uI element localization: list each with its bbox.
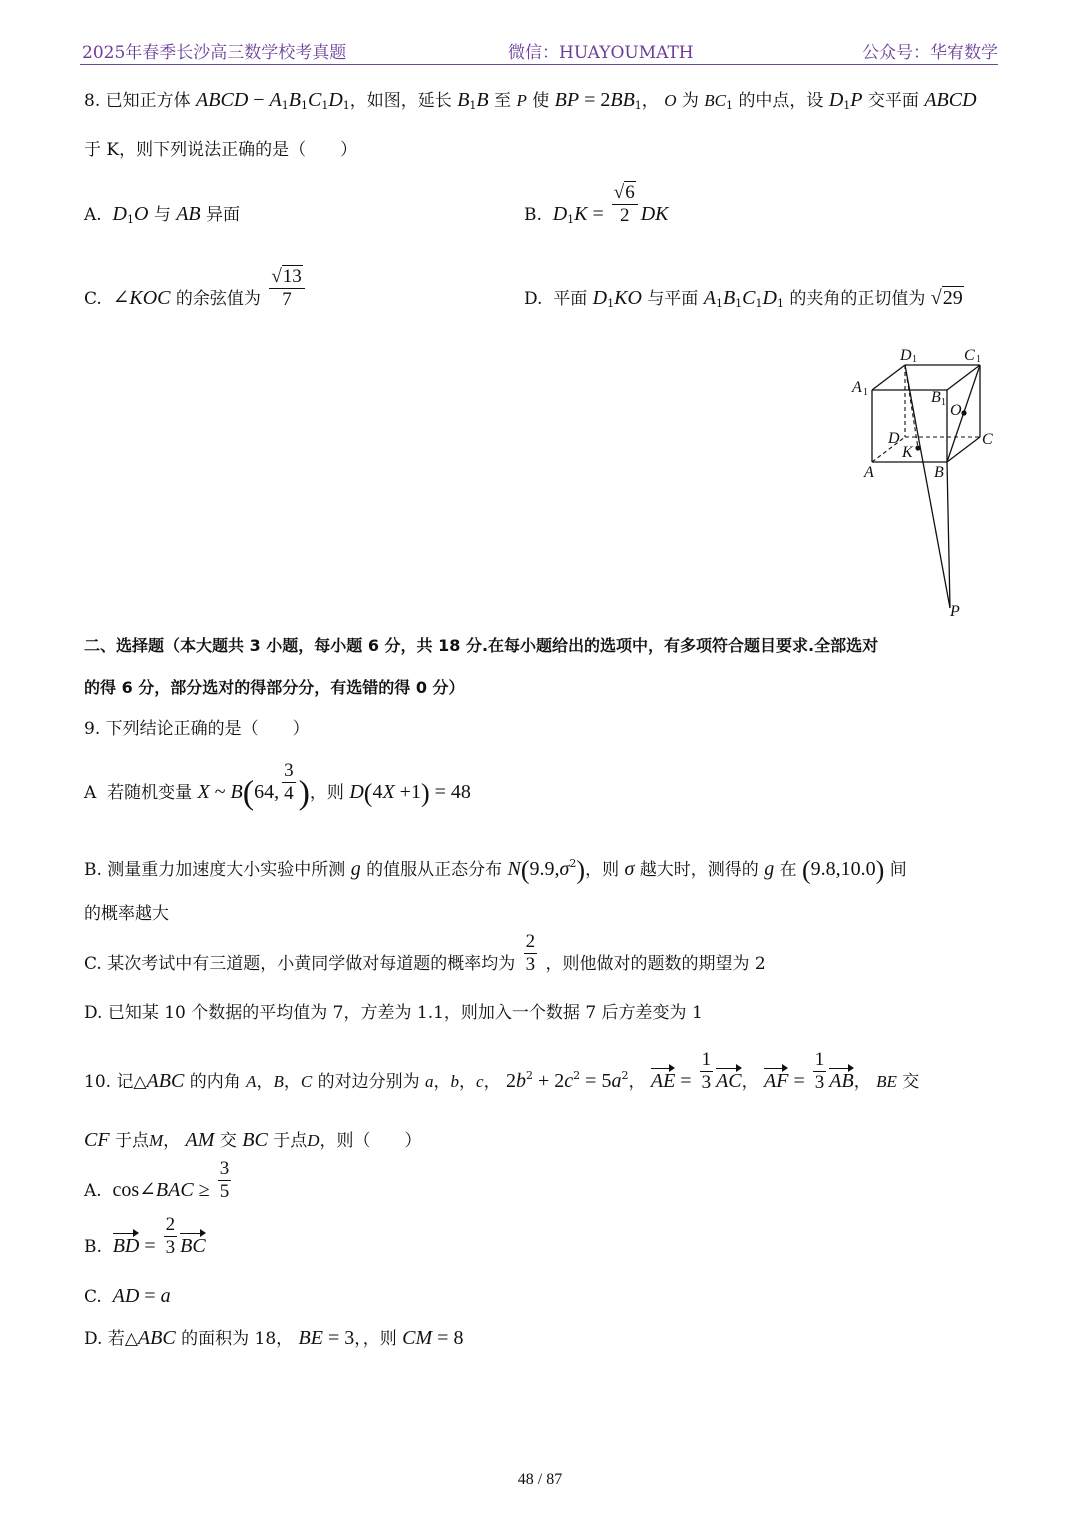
page-header xyxy=(80,34,998,65)
svg-text:1: 1 xyxy=(976,354,981,365)
point-o xyxy=(961,410,966,415)
header-wechat: 微信：HUAYOUMATH xyxy=(508,43,694,63)
label-o: O xyxy=(950,402,962,419)
label-b: B xyxy=(934,464,944,481)
label-p: P xyxy=(950,603,960,620)
q8-stem-line2: 于 K，则下列说法正确的是（ ） xyxy=(84,140,358,160)
q10-option-d: D. 若△ABC 的面积为 18， BE = 3，，则 CM = 8 xyxy=(84,1327,464,1349)
header-account: 公众号：华宥数学 xyxy=(862,43,998,63)
q8-option-b: B. $D_1K$ = $\frac{√6}{2}$ DK xyxy=(524,182,669,226)
page-number: 48 / 87 xyxy=(517,1471,563,1488)
q9-option-b-line2: 的概率越大 xyxy=(84,904,169,924)
q9-option-a: A 若随机变量 X ~ B(64, $\frac{3}{4}$ )，则 D(4X +1) = 48 xyxy=(84,760,471,812)
header-left-title: 2025年春季长沙高三数学校考真题 xyxy=(82,43,347,63)
q10-option-a: A. cos∠BAC ≥ $\frac{3}{5}$ xyxy=(84,1158,230,1202)
svg-text:1: 1 xyxy=(941,397,946,408)
label-b1: B xyxy=(931,389,941,406)
q10-option-c: C. AD = a xyxy=(84,1285,171,1307)
q9-option-c: C. 某次考试中有三道题，小黄同学做对每道题的概率均为 $\frac{2}{3}$ ，则他做对的题数的期望为 2 xyxy=(84,931,766,975)
q8-number: 8. xyxy=(84,91,101,111)
q8-stem-line1: 8. 已知正方体 ABCD − $A_1B_1C_1D_1$，如图，延长 $B_1B$ 至 P 使 BP = $2BB_1$， O 为 $BC_1$ 的中点，设 $D_1P$ 交平面 ABCD xyxy=(84,89,977,112)
label-a1: A xyxy=(852,379,862,396)
svg-text:1: 1 xyxy=(912,354,917,365)
section2-heading-line1: 二、选择题（本大题共 3 小题，每小题 6 分，共 18 分.在每小题给出的选项中，有多项符合题目要求.全部选对 xyxy=(84,636,879,655)
label-d: D xyxy=(888,430,900,447)
q9-stem: 9. 下列结论正确的是（ ） xyxy=(84,719,310,739)
label-c: C xyxy=(982,431,993,448)
point-k xyxy=(915,445,920,450)
q9-option-d: D. 已知某 10 个数据的平均值为 7，方差为 1.1，则加入一个数据 7 后方差变为 1 xyxy=(84,1003,703,1023)
q8-option-c: C. ∠KOC 的余弦值为 $\frac{√13}{7}$ xyxy=(84,286,308,311)
label-a: A xyxy=(864,464,874,481)
label-k: K xyxy=(902,444,913,461)
label-d1: D xyxy=(900,347,912,364)
q8-option-a: A. $D_1O$ 与 AB 异面 xyxy=(84,203,241,226)
q9-option-b-line1: B. 测量重力加速度大小实验中所测 g 的值服从正态分布 $N(9.9,\sigma^2)$，则 σ 越大时，测得的 g 在 (9.8,10.0) 间 xyxy=(84,855,907,885)
section2-heading-line2: 的得 6 分，部分选对的得部分分，有选错的得 0 分） xyxy=(84,678,465,697)
q10-option-b: B. BD = $\frac{2}{3}$ BC xyxy=(84,1214,206,1258)
cube-figure xyxy=(840,340,1010,625)
q10-stem-line1: 10. 记△ABC 的内角 A，B，C 的对边分别为 a，b，c， $2b^2 + 2c^2 = 5a^2$， AE = $\frac{1}{3}$ AC， AF = $\frac{1}{3}$ AB， BE 交 xyxy=(84,1049,920,1093)
q8-option-d: D. 平面 $D_1KO$ 与平面 $A_1B_1C_1D_1$ 的夹角的正切值为 √29 xyxy=(524,287,963,310)
label-c1: C xyxy=(964,347,975,364)
q10-stem-line2: CF 于点M， AM 交 BC 于点D，则（ ） xyxy=(84,1129,422,1151)
svg-text:1: 1 xyxy=(863,387,868,398)
